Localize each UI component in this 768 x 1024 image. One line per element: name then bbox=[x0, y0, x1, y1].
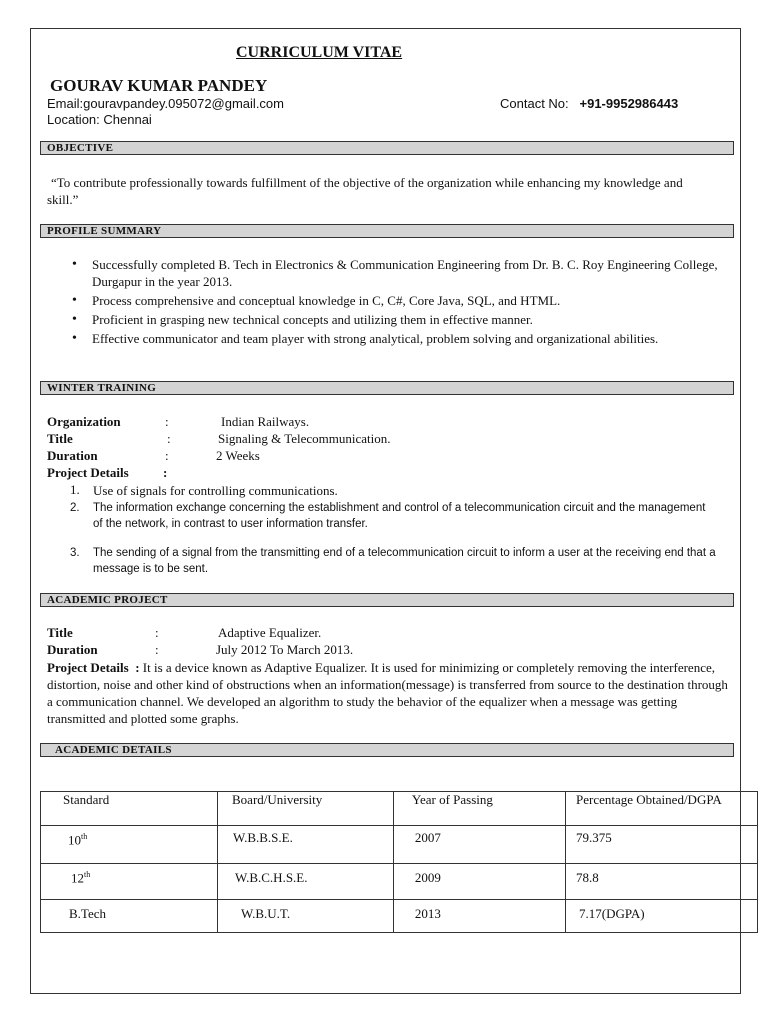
email-label: Email: bbox=[47, 96, 84, 111]
academic-details-table bbox=[40, 791, 758, 933]
project-details-text: It is a device known as Adaptive Equalizer. It is used for minimizing or completely removing the interference, distortion, noise and other kind of obstructions when an information(message) is transferred from source to the destination through a communication channel. We developed an algorithm to study the behavior of the equalizer when a message was getting transmitted and plotted some graphs. bbox=[47, 660, 728, 726]
training-title-label: Title bbox=[47, 431, 73, 446]
table-row bbox=[41, 826, 758, 864]
colon: : bbox=[165, 414, 169, 429]
colon: : bbox=[155, 625, 159, 640]
colon: : bbox=[135, 660, 140, 675]
profile-summary-heading: PROFILE SUMMARY bbox=[40, 224, 734, 238]
document-title: CURRICULUM VITAE bbox=[236, 44, 403, 61]
training-title-value: Signaling & Telecommunication. bbox=[218, 431, 391, 446]
training-detail-number: 1. bbox=[70, 482, 80, 497]
cell-year: 2009 bbox=[393, 864, 565, 900]
email-value: gouravpandey.095072@gmail.com bbox=[83, 96, 284, 111]
profile-summary-list bbox=[70, 256, 720, 349]
training-detail-number: 2. bbox=[70, 502, 80, 514]
objective-text: “To contribute professionally towards fulfillment of the objective of the organization while enhancing my knowledge and skill.” bbox=[47, 175, 683, 207]
academic-project-heading: ACADEMIC PROJECT bbox=[40, 593, 734, 607]
cell-percentage: 78.8 bbox=[566, 864, 758, 900]
cell-year: 2013 bbox=[393, 900, 565, 933]
header-percentage: Percentage Obtained/DGPA bbox=[566, 792, 758, 826]
training-duration-label: Duration bbox=[47, 448, 98, 463]
cell-board: W.B.C.H.S.E. bbox=[218, 864, 394, 900]
cell-standard: 12th bbox=[41, 864, 218, 900]
header-standard: Standard bbox=[41, 792, 218, 826]
cell-board: W.B.B.S.E. bbox=[218, 826, 394, 864]
project-title-label: Title bbox=[47, 625, 73, 640]
colon: : bbox=[165, 448, 169, 463]
list-item: • Effective communicator and team player with strong analytical, problem solving and organizational abilities. bbox=[70, 330, 720, 347]
winter-training-heading: WINTER TRAINING bbox=[40, 381, 734, 395]
table-row bbox=[41, 864, 758, 900]
contact-label: Contact No: bbox=[500, 96, 569, 111]
cell-board: W.B.U.T. bbox=[218, 900, 394, 933]
project-title-value: Adaptive Equalizer. bbox=[218, 625, 322, 640]
training-details-label: Project Details bbox=[47, 465, 129, 480]
training-org-value: Indian Railways. bbox=[221, 414, 310, 429]
list-item: • Process comprehensive and conceptual knowledge in C, C#, Core Java, SQL, and HTML. bbox=[70, 292, 720, 309]
training-detail-number: 3. bbox=[70, 547, 80, 559]
training-detail-1: Use of signals for controlling communications. bbox=[93, 483, 338, 498]
project-details-label: Project Details bbox=[47, 660, 129, 675]
header-year: Year of Passing bbox=[393, 792, 565, 826]
colon: : bbox=[167, 431, 171, 446]
objective-heading: OBJECTIVE bbox=[40, 141, 734, 155]
cell-standard: B.Tech bbox=[41, 900, 218, 933]
contact-value: +91-9952986443 bbox=[579, 96, 679, 111]
list-item: • Successfully completed B. Tech in Electronics & Communication Engineering from Dr. B. C. Roy Engineering College, Durgapur in the year 2013. bbox=[70, 256, 720, 290]
training-org-label: Organization bbox=[47, 414, 121, 429]
cell-percentage: 7.17(DGPA) bbox=[566, 900, 758, 933]
location-label: Location: bbox=[47, 112, 100, 127]
contact-line bbox=[500, 96, 678, 111]
colon: : bbox=[155, 642, 159, 657]
project-duration-value: July 2012 To March 2013. bbox=[216, 642, 354, 657]
cell-percentage: 79.375 bbox=[566, 826, 758, 864]
candidate-name: GOURAV KUMAR PANDEY bbox=[50, 76, 268, 95]
table-row bbox=[41, 900, 758, 933]
colon: : bbox=[163, 465, 168, 480]
training-detail-3: The sending of a signal from the transmitting end of a telecommunication circuit to inform a user at the receiving end that a message is to be sent. bbox=[93, 547, 716, 575]
location-value: Chennai bbox=[103, 112, 152, 127]
location-line bbox=[47, 112, 152, 127]
academic-details-heading: ACADEMIC DETAILS bbox=[40, 743, 734, 757]
cell-standard: 10th bbox=[41, 826, 218, 864]
training-duration-value: 2 Weeks bbox=[216, 448, 260, 463]
header-board: Board/University bbox=[218, 792, 394, 826]
training-detail-2: The information exchange concerning the establishment and control of a telecommunication circuit and the management of the network, in contrast to user information transfer. bbox=[93, 502, 706, 530]
table-header-row bbox=[41, 792, 758, 826]
project-duration-label: Duration bbox=[47, 642, 98, 657]
project-details bbox=[47, 659, 729, 727]
cell-year: 2007 bbox=[393, 826, 565, 864]
email-line bbox=[47, 96, 284, 111]
list-item: • Proficient in grasping new technical concepts and utilizing them in effective manner. bbox=[70, 311, 720, 328]
